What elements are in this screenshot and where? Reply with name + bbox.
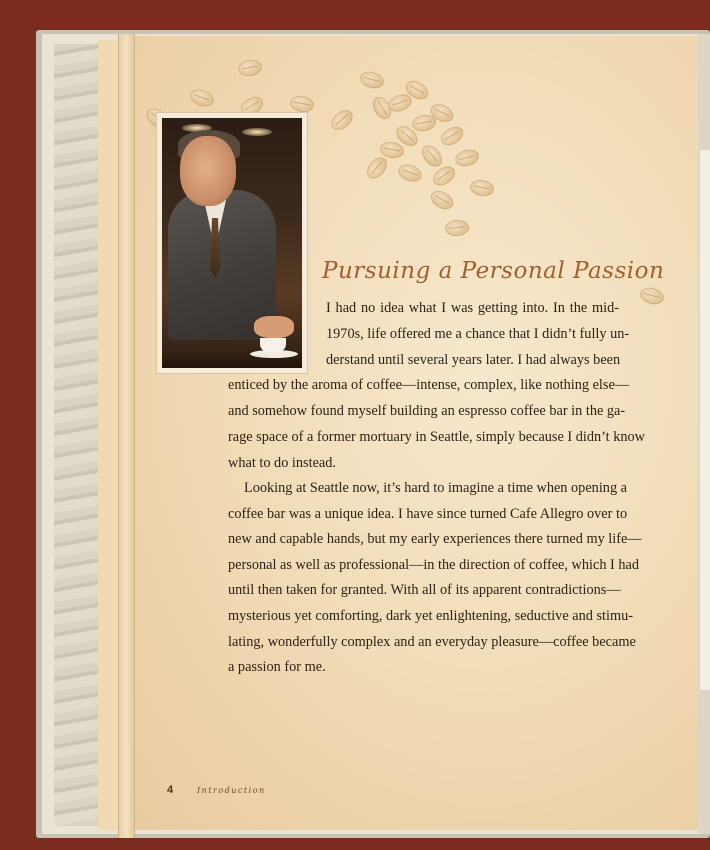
portrait-photo xyxy=(157,113,307,373)
bookmark-ribbon[interactable] xyxy=(118,34,135,838)
text-line: new and capable hands, but my early experiences there turned my life— xyxy=(228,531,642,547)
hand xyxy=(254,316,294,338)
text-line: lating, wonderfully complex and an everyday pleasure—coffee became xyxy=(228,634,636,650)
text-line: personal as well as professional—in the direction of coffee, which I had xyxy=(228,557,640,573)
lamp-light xyxy=(242,128,272,136)
text-line: a passion for me. xyxy=(228,659,326,675)
decorative-swirl-border xyxy=(54,44,100,826)
text-line: coffee bar was a unique idea. I have since turned Cafe Allegro over to xyxy=(228,506,628,522)
running-footer-section: Introduction xyxy=(197,786,266,795)
text-line: enticed by the aroma of coffee—intense, complex, like nothing else— xyxy=(228,377,630,393)
text-line: rage space of a former mortuary in Seattle, simply because I didn’t know xyxy=(228,429,645,445)
text-line: 1970s, life offered me a chance that I didn’t fully un- xyxy=(326,326,630,342)
section-heading: Pursuing a Personal Passion xyxy=(322,258,665,284)
text-line: derstand until several years later. I had always been xyxy=(326,352,621,368)
text-line: I had no idea what I was getting into. In the mid- xyxy=(326,300,619,316)
text-line: what to do instead. xyxy=(228,455,337,471)
portrait-image xyxy=(162,118,302,368)
text-line: and somehow found myself building an espresso coffee bar in the ga- xyxy=(228,403,626,419)
text-line: Looking at Seattle now, it’s hard to imagine a time when opening a xyxy=(244,480,628,496)
face xyxy=(180,136,236,206)
next-page-edge xyxy=(700,150,710,690)
text-line: mysterious yet comforting, dark yet enlightening, seductive and stimu- xyxy=(228,608,633,624)
page-number: 4 xyxy=(167,784,174,796)
text-line: until then taken for granted. With all of its apparent contradictions— xyxy=(228,582,621,598)
coffee-cup xyxy=(260,338,286,352)
